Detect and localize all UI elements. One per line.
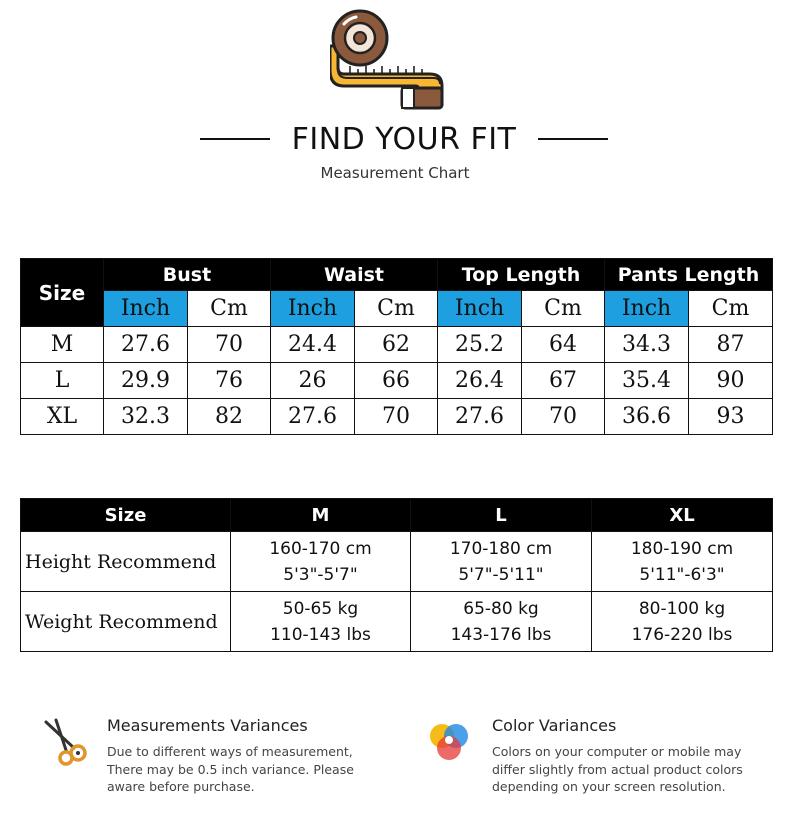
cell-value: 26 xyxy=(271,363,355,399)
title-row xyxy=(0,120,790,160)
group-header-waist: Waist xyxy=(271,259,438,291)
metric-value: 65-80 kg xyxy=(463,598,539,619)
cell-value xyxy=(231,592,411,652)
title-divider-right xyxy=(538,138,608,140)
size-label: L xyxy=(21,363,104,399)
page-subtitle: Measurement Chart xyxy=(320,164,470,182)
size-chart-table xyxy=(20,258,773,435)
color-circles-icon xyxy=(425,716,475,766)
unit-inch: Inch xyxy=(271,291,355,327)
metric-value: 80-100 kg xyxy=(638,598,726,619)
unit-cm: Cm xyxy=(522,291,605,327)
color-variance-text: Colors on your computer or mobile may differ slightly from actual product colors depending on your screen resolution. xyxy=(492,744,743,794)
metric-value: 180-190 cm xyxy=(630,538,734,559)
recommend-header-m: M xyxy=(231,499,411,532)
size-header: Size xyxy=(21,259,104,327)
unit-cm: Cm xyxy=(689,291,773,327)
unit-cm: Cm xyxy=(188,291,271,327)
cell-value: 93 xyxy=(689,399,773,435)
size-label: M xyxy=(21,327,104,363)
table-row xyxy=(21,592,773,652)
table-row xyxy=(21,327,773,363)
cell-value: 24.4 xyxy=(271,327,355,363)
imperial-value: 5'7"-5'11" xyxy=(458,564,544,585)
cell-value: 25.2 xyxy=(438,327,522,363)
cell-value: 36.6 xyxy=(605,399,689,435)
cell-value: 70 xyxy=(522,399,605,435)
table-row xyxy=(21,399,773,435)
recommend-header-size: Size xyxy=(21,499,231,532)
metric-value: 50-65 kg xyxy=(282,598,359,619)
cell-value xyxy=(592,592,773,652)
cell-value: 70 xyxy=(188,327,271,363)
cell-value: 87 xyxy=(689,327,773,363)
cell-value: 76 xyxy=(188,363,271,399)
cell-value: 82 xyxy=(188,399,271,435)
cell-value: 70 xyxy=(355,399,438,435)
measurement-variance-text: Due to different ways of measurement, There may be 0.5 inch variance. Please aware before purchase. xyxy=(107,744,354,794)
cell-value: 34.3 xyxy=(605,327,689,363)
page-title: FIND YOUR FIT xyxy=(291,122,517,157)
recommend-header-xl: XL xyxy=(592,499,773,532)
imperial-value: 176-220 lbs xyxy=(631,624,733,645)
measurement-variance-title: Measurements Variances xyxy=(107,716,308,735)
title-divider-left xyxy=(200,138,270,140)
cell-value: 62 xyxy=(355,327,438,363)
cell-value: 66 xyxy=(355,363,438,399)
metric-value: 160-170 cm xyxy=(269,538,372,559)
cell-value xyxy=(411,532,592,592)
scissors-icon xyxy=(40,716,90,766)
group-header-bust: Bust xyxy=(104,259,271,291)
unit-inch: Inch xyxy=(104,291,188,327)
cell-value: 27.6 xyxy=(271,399,355,435)
cell-value xyxy=(411,592,592,652)
imperial-value: 5'3"-5'7" xyxy=(283,564,358,585)
cell-value: 32.3 xyxy=(104,399,188,435)
cell-value: 29.9 xyxy=(104,363,188,399)
imperial-value: 5'11"-6'3" xyxy=(639,564,725,585)
group-header-pants-length: Pants Length xyxy=(605,259,773,291)
cell-value xyxy=(231,532,411,592)
cell-value: 27.6 xyxy=(104,327,188,363)
cell-value: 90 xyxy=(689,363,773,399)
cell-value: 67 xyxy=(522,363,605,399)
unit-inch: Inch xyxy=(605,291,689,327)
color-variance-title: Color Variances xyxy=(492,716,617,735)
table-row xyxy=(21,532,773,592)
metric-value: 170-180 cm xyxy=(449,538,553,559)
unit-inch: Inch xyxy=(438,291,522,327)
cell-value xyxy=(592,532,773,592)
cell-value: 27.6 xyxy=(438,399,522,435)
recommendation-table xyxy=(20,498,773,652)
unit-cm: Cm xyxy=(355,291,438,327)
cell-value: 26.4 xyxy=(438,363,522,399)
cell-value: 35.4 xyxy=(605,363,689,399)
row-label-height: Height Recommend xyxy=(21,532,231,592)
cell-value: 64 xyxy=(522,327,605,363)
size-label: XL xyxy=(21,399,104,435)
row-label-weight: Weight Recommend xyxy=(21,592,231,652)
imperial-value: 143-176 lbs xyxy=(450,624,552,645)
measuring-tape-icon xyxy=(330,8,452,112)
recommend-header-l: L xyxy=(411,499,592,532)
group-header-top-length: Top Length xyxy=(438,259,605,291)
table-row xyxy=(21,363,773,399)
imperial-value: 110-143 lbs xyxy=(270,624,371,645)
